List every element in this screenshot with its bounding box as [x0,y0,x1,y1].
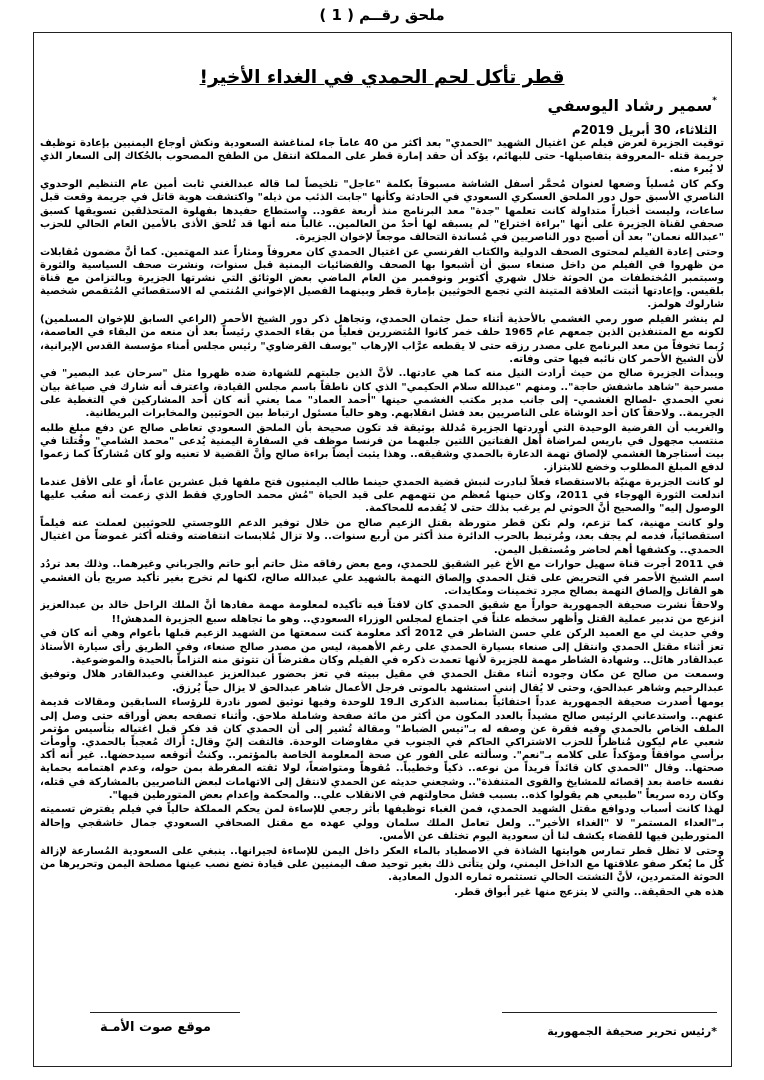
site-credit: موقع صوت الأمـة [100,1020,211,1035]
author-byline [548,96,717,115]
paragraph: في 2011 أجرت قناة سهيل حوارات مع الأخ غير الشقيق للحمدي، ومع بعض رفاقه مثل حاتم أبو حاتم والجرباني وغيرهما.. وذلك بعد تردُد اسم الشيخ الأحمر في التحريض على قتل الحمدي وإلصاق التهمة بالشهيد علي عبدالله صالح، لكنها لم تخرج بغير تأكيد صريح بأن الغشمي هو القاتل وإلصاق التهمة بصالح مجرد تخمينات ومكايدات. [40,559,724,597]
paragraph: ولو كانت مهنية، كما تزعم، ولم تكن قطر متورطة بقتل الزعيم صالح من خلال توفير الدعم اللوجستي للحوثيين لعملت عنه فيلماً استقصائياً، فدمه لم يجف بعد، ومُرتبط بالحرب الدائرة منذ أكثر من أربع سنوات.. ولا تزال مُلابسات انتفاضته وقتله أكثر غموضاً من اغتيال الحمدي.. وكشفها أهم لحاضر ومُستقبل اليمن. [40,518,724,556]
site-credit-divider [90,1012,240,1013]
paragraph: ولاحقاً نشرت صحيفة الجمهورية حواراً مع شقيق الحمدي كان لافتاً فيه تأكيده لمعلومة مهمة مفادها أنَّ الملك الراحل خالد بن عبدالعزيز انزعج من تدبير عملية القتل وأظهر سخطه علناً في اجتماع لمجلس الوزراء السعودي.. وهو ما تجاهله سبع الجزيرة المدهش!! [40,600,724,625]
article-headline: قطر تأكل لحم الحمدي في الغداء الأخير! [199,67,565,88]
author-name: سمير رشاد اليوسفي [547,96,713,115]
paragraph: وحتى إعادة الفيلم لمحتوى الصحف الدولية والكتاب الفرنسي عن اغتيال الحمدي كان معروفاً ومثاراً عند المهتمين. كما أنَّ مضمون مُقابلات من ظهروا في الفيلم من داخل صنعاء سبق أن أشبعوا بها الصحف والفضائيات اليمنية قبل سنوات، ونشرت صحف السياسية والثورة وسبتمبر المُختطفات من الحوثة خلال شهري أكتوبر ونوفمبر من العام الماضي بعض الوثائق التي نشرتها الجزيرة وبالتزامن مع قناة بلقيس. وإعادتها أثبتت العلاقة المتينة التي تجمع الحوثيين بإمارة قطر وبينهما الفصيل الإخواني المُنتمي له الاستقصائي المُتقمص شخصية شارلوك هولمز. [40,246,724,311]
paragraph: هذه هي الحقيقة.. والتي لا يتزعج منها غير أبواق قطر. [454,886,724,898]
paragraph: ويبدأت الجزيرة صالح من حيث أرادت النيل منه كما هي عادتها.. لأنَّ الذين جلبتهم للشهادة ضده ظهروا مثل "سرحان عبد البصير" في مسرحية "شاهد ماشفش حاجة".. ومنهم "عبدالله سلام الحكيمي" الذي كان ناطقاً باسم مجلس القيادة، واعترف أنه شارك في صياغة بيان نعي الحمدي -لصالح الغشمي- إلى جانب مدير مكتب الغشمي حينها "أحمد العماد" مما يعني أنه كان أحد المشاركين في التغطية على الجريمة.. ولاحقاً كان أحد الوشاة على الناصريين بعد فشل انقلابهم. وهو حالياً مسئول ارتباط بين الحوثيين والمخابرات البريطانية. [40,368,724,420]
paragraph: لم ينشر الفيلم صور رمي الغشمي بالأحذية أثناء حمل جثمان الحمدي، وتجاهل ذكر دور الشيخ الأحمر (الراعي السابق للإخوان المسلمين) لكونه مع المتنفذين الذين جمعهم عام 1965 حلف خمر كانوا المُتضررين فعلياً من بقاء الحمدي رئيساً بعد أن منعه من البقاء في العاصمة، رُبما تخوفاً من معد البرنامج على مصدر رزقه حتى لا يقطعه عرَّاب الإرهاب "يوسف القرضاوي" رئيس مجلس أمناء مؤسسة القدس الإيرانية، لأن الشيخ الأحمر كان نائبه فيها حتى وفاته. [40,314,724,365]
supplement-label: ملحق رقــم ( 1 ) [319,6,445,24]
paragraph: وسمعت من صالح عن مكان وجوده أثناء مقتل الحمدي في مقيل ببيته في تعز بحضور عبدالعزيز عبدالغني وعبدالقادر هلال وتوفيق عبدالرحيم وشاهر عبدالحق، وحتى لا يُقال إنني استشهد بالموتى فرجل الأعمال شاهر عبدالحق لا يزال حياً يُرزق. [40,669,724,694]
paragraph: وكم كان مُسلياً وضعها لعنوان مُحمَّر أسفل الشاشة مسبوقاً بكلمة "عاجل" تلخيصاً لما قاله عبدالغني ثابت أمين عام التنظيم الوحدوي الناصري الأسبق حول دور الملحق العسكري السعودي في الحادثة وكأنها "جابت الذئب من ذيله" واكتشفت هوية قاتل في جريمة وقعت قبل ساعات، وليست أخباراً متداولة كانت تعلمها "جدة" معد البرنامج منذ أربعة عقود.. واستطاع حفيدها بفهلوة المتحذلقين تسويقها كسبق صحفي لقناة الجزيرة على أنها "براءة اختراع" لم يسبقه لها أحدٌ من العالمين.. غالباً منه أنها قد تُلحق الأذى بالأمين العام الحالي للحزب "عبدالله نعمان" بعد أن أصبح دور الناصريين في مُساندة التحالف موجعاً لإخوان الجزيرة. [40,179,724,243]
paragraph: لهذا كانت أسباب ودوافع مقتل الشهيد الحمدي، فمن الغباء توظيفها بأثر رجعي للإساءة لمن يحكم المملكة حالياً في فيلم يفترض تسميته بـ"العداء المستمر" لا "الغداء الأخير".. ولعل تعامل الملك سلمان وولي عهده مع مقتل الصحافي السعودي جمال خاشقجي وإحالة المتورطين فيها للقضاء يكشف لنا أن سعودية اليوم تختلف عن الأمس. [40,804,724,842]
article-body [40,137,724,995]
paragraph: توقيت الجزيرة لعرض فيلم عن اغتيال الشهيد "الحمدي" بعد أكثر من 40 عاماً جاء لمناغشة السعودية ونكش أوجاع اليمنيين بإعادة توظيف جريمة قتله -المعروفة بتفاصيلها- حتى للبهائم، يؤكد أن حقد إمارة قطر على المملكة انتقل من الطفح المصحوب بالحُكاك إلى السعار الذي لا يُبرء منه. [40,138,724,176]
paragraph: وحتى لا تظل قطر تمارس هوايتها الشاذة في الاصطياد بالماء العكر داخل اليمن للإساءة لجيرانها.. ينبغي على السعودية المُسارعة لإزالة كُل ما يُعكر صفو علاقتها مع الداخل اليمني، ولن يتأتى ذلك بغير توحيد صف اليمنيين على قيادة تضع نصب عينها مصلحة اليمن وتحريرها من الحوثة المتمردين، لأنَّ التشتت الحالي تستثمره ثماره الدول المعادية. [40,845,724,883]
author-footnote: *رئيس تحرير صحيفة الجمهورية [547,1025,717,1038]
paragraph: يومها أصدرت صحيفة الجمهورية عدداً احتفائياً بمناسبة الذكرى الـ19 للوحدة وفيها توثيق لصور نادرة للرؤساء السابقين ومقالات قديمة عنهم.. واستدعاني الرئيس صالح مشيداً بالعدد المكون من أكثر من مائة صفحة وشاملة ملاحق. وأثناء تصفحه بعض أوراقه حتى وصل إلى الملف الخاص بالحمدي وفيه فقرة عن وصفه له بـ"تيس الضباط" ومقالة تُشير إلى أن الحمدي كان قد فكر قبل اغتياله بتأسيس مؤتمر شعبي عام ليكون مُناظراً للحزب الاشتراكي الحاكم في الجنوب في مفاوضات الوحدة. فالتفت إليّ وقال: أراك مُعجباً بالحمدي. وأومأت برأسي موافقاً ومؤكداً على كلامه بـ"نعم". وسألته على الفور عن صحة المعلومة الخاصة بالمؤتمر.. وكنتُ أتوقعه سيدحضها.. غير أنه أكد صحتها.. وقال "الحمدي كان قائداً فريداً من نوعه.. ذكياً وخطيباً.. مُقوهاً ومتواضعاً، لولا ثقته المفرطة بمن حوله، وعدم اهتمامه بحماية نفسه خاصة بعد إقصائه للمشايخ والقوى المتنفذة".. وشجعني حديثه عن الحمدي لانتقل إلى الاتهامات لبعض الناصريين بالمشاركة في قتله، وكان رده سريعاً "طبيعي هم يقولوا كذه.. بسبب فشل محاولتهم في الانقلاب علي.. والمحكمة وإعدام بعض المتورطين فيها". [40,697,724,801]
article-dateline: الثلاثاء، 30 أبريل 2019م [571,123,717,137]
paragraph: وفي حديث لي مع العميد الركن علي حسن الشاطر في 2012 أكد معلومة كنت سمعتها من الشهيد الزعيم قبلها بأعوام وهي أنه كان في تعز أثناء مقتل الحمدي وانتقل إلى صنعاء بسيارة الحمدي على رغم الأهمية، ليس من مصدر صالح صنعاء، وفي الطريق رأى سيارة الأستاذ عبدالقادر هائل.. وشهادة الشاطر مهمة للجزيرة لأنها تعمدت ذكره في الفيلم وكان مفترضاً أن تتوثق منه التزاماً بالحيدة والموضوعية. [40,628,724,666]
paragraph: والغريب أن الفرضية الوحيدة التي أوردتها الجزيرة مُدللة بوثيقة قد تكون صحيحة بأن الملحق السعودي تعاطى صالح عن دفع مبلغ طلبه منتسب مجهول في باريس لمراضاة أهل الفتاتين اللتين جلبهما من فرنسا موظف في السفارة اليمنية يُدعى "محمد الشامي" وقُتلتا في بيت أستاجرها الغشمي لإلصاق تهمة الدعارة بالحمدي وشقيقه.. وهذا يثبت أيضاً براءة صالح وأنَّ القضية لا تعنيه ولو كان مُشاركاً كما زعموا لدفع المبلغ المطلوب وخضع للابتزاز. [40,422,724,474]
footnote-divider [502,1012,717,1013]
author-marker: * [712,96,717,106]
paragraph: لو كانت الجزيرة مهنيّة بالاستقصاء فعلاً لبادرت لنبش قضية الحمدي حينما طالب اليمنيون فتح ملفها قبل عشرين عاماً، أو على الأقل عندما اندلعت الثورة الهوجاء في 2011، وكان حينها مُعظم من تتهمهم على قيد الحياة "مُش محمد الحاوري فقط الذي زعمت أنه صعُب عليها الوصول إليه" والصحيح أنَّ الحوثي لم يرغب بذلك حتى لا يُقدمه للمحاكمة. [40,477,724,515]
